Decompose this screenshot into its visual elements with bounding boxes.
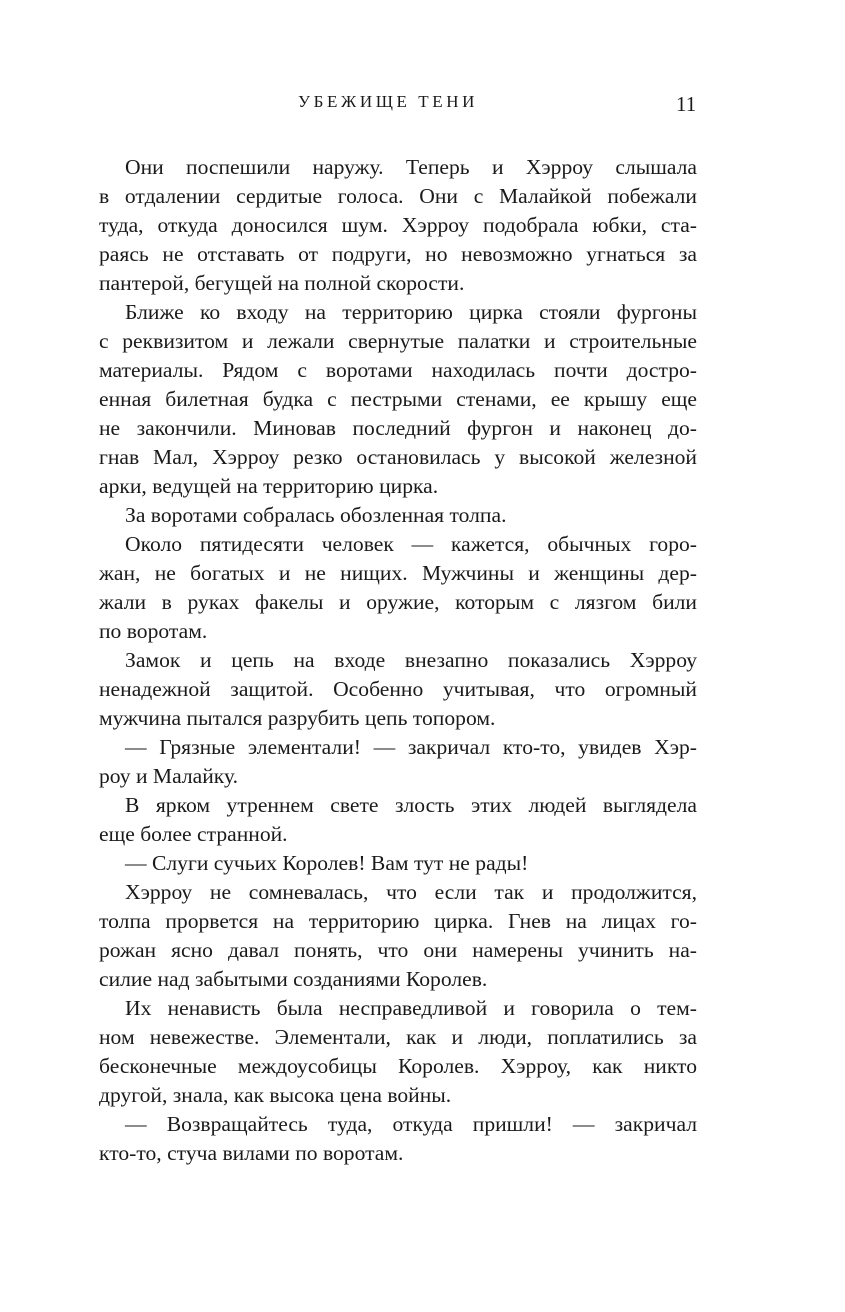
text-line: по воротам.: [99, 619, 208, 643]
text-line: роу и Малайку.: [99, 764, 239, 788]
text-line: пантерой, бегущей на полной скорости.: [99, 271, 465, 295]
text-line: арки, ведущей на территорию цирка.: [99, 474, 439, 498]
text-line: не закончили. Миновав последний фургон и наконец до-: [99, 416, 697, 440]
text-line: мужчина пытался разрубить цепь топором.: [99, 706, 496, 730]
text-line: Около пятидесяти человек — кажется, обычных горо-: [125, 532, 697, 556]
text-line: Их ненависть была несправедливой и говорила о тем-: [125, 996, 697, 1020]
text-line: В ярком утреннем свете злость этих людей выглядела: [125, 793, 697, 817]
text-line: Они поспешили наружу. Теперь и Хэрроу слышала: [125, 155, 697, 179]
body-text: [99, 153, 697, 1168]
text-line: кто-то, стуча вилами по воротам.: [99, 1141, 404, 1165]
text-line: раясь не отставать от подруги, но невозможно угнаться за: [99, 242, 697, 266]
text-line: Замок и цепь на входе внезапно показались Хэрроу: [125, 648, 697, 672]
text-line: — Слуги сучьих Королев! Вам тут не рады!: [125, 851, 529, 875]
text-line: — Грязные элементали! — закричал кто-то, увидев Хэр-: [125, 735, 697, 759]
text-line: гнав Мал, Хэрроу резко остановилась у высокой железной: [99, 445, 697, 469]
text-line: жали в руках факелы и оружие, которым с лязгом били: [99, 590, 697, 614]
text-line: ненадежной защитой. Особенно учитывая, что огромный: [99, 677, 697, 701]
text-line: Хэрроу не сомневалась, что если так и продолжится,: [125, 880, 697, 904]
text-line: материалы. Рядом с воротами находилась почти достро-: [99, 358, 697, 382]
text-line: еще более странной.: [99, 822, 288, 846]
text-line: За воротами собралась обозленная толпа.: [125, 503, 507, 527]
text-line: с реквизитом и лежали свернутые палатки и строительные: [99, 329, 697, 353]
text-line: толпа прорвется на территорию цирка. Гнев на лицах го-: [99, 909, 697, 933]
text-line: бесконечные междоусобицы Королев. Хэрроу, как никто: [99, 1054, 697, 1078]
running-head: УБЕЖИЩЕ ТЕНИ: [298, 92, 478, 111]
text-line: силие над забытыми созданиями Королев.: [99, 967, 488, 991]
text-line: жан, не богатых и не нищих. Мужчины и женщины дер-: [99, 561, 697, 585]
text-line: Ближе ко входу на территорию цирка стояли фургоны: [125, 300, 697, 324]
text-line: туда, откуда доносился шум. Хэрроу подобрала юбки, ста-: [99, 213, 697, 237]
text-line: в отдалении сердитые голоса. Они с Малайкой побежали: [99, 184, 697, 208]
text-line: другой, знала, как высока цена войны.: [99, 1083, 452, 1107]
text-line: енная билетная будка с пестрыми стенами, ее крышу еще: [99, 387, 697, 411]
text-line: ном невежестве. Элементали, как и люди, поплатились за: [99, 1025, 697, 1049]
page-number: 11: [676, 92, 697, 116]
text-line: — Возвращайтесь туда, откуда пришли! — закричал: [125, 1112, 697, 1136]
text-line: рожан ясно давал понять, что они намерены учинить на-: [99, 938, 697, 962]
